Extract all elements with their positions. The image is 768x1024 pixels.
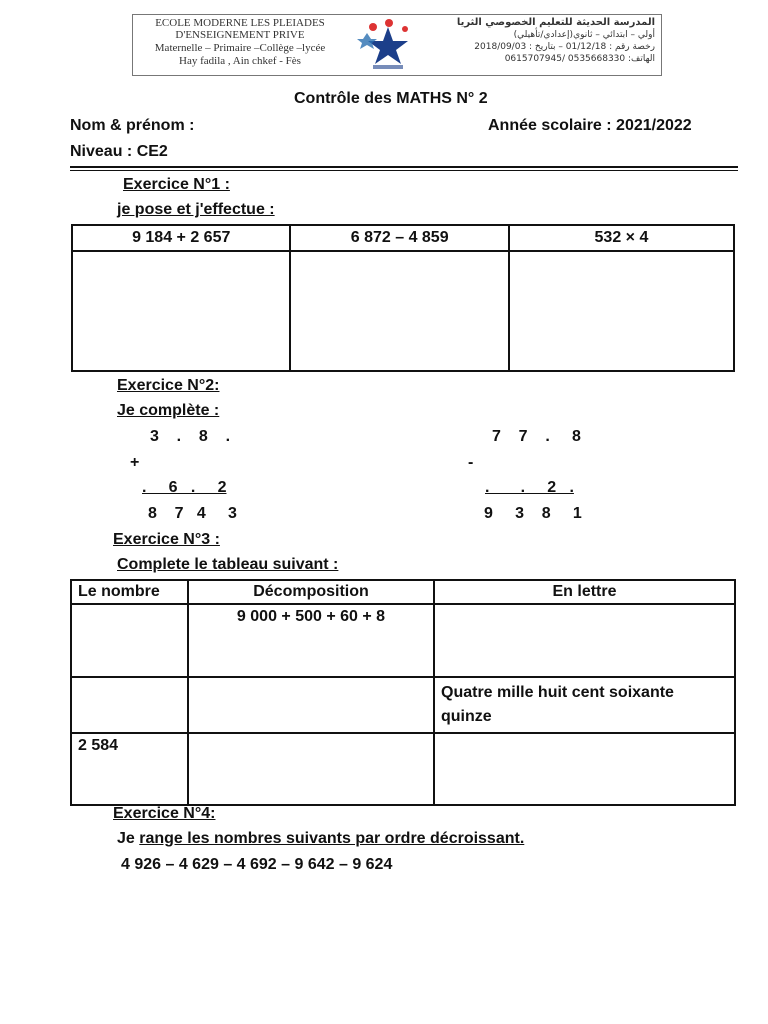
ex2-title: Exercice N°2: — [117, 377, 220, 394]
answer-cell[interactable] — [290, 251, 508, 371]
addition-row2: . 6 . 2 — [142, 479, 227, 496]
decomposition-cell[interactable] — [188, 733, 434, 805]
divider-top — [70, 166, 738, 168]
school-header — [132, 14, 662, 76]
addition-result: 8 7 4 3 — [148, 505, 237, 522]
subtraction-result: 9 3 8 1 — [484, 505, 582, 522]
subtraction-row2: . . 2 . — [485, 479, 574, 496]
school-name-ar: المدرسة الحديثة للتعليم الخصوصي الثريا — [456, 17, 655, 28]
number-cell: 2 584 — [71, 733, 188, 805]
operation-addition: 9 184 + 2 657 — [72, 225, 290, 251]
addition-sign: + — [130, 454, 140, 471]
name-label: Nom & prénom : — [70, 117, 195, 134]
number-cell[interactable] — [71, 677, 188, 733]
school-levels-ar: أولي – ابتدائي – ثانوي(إعدادي/تأهيلي) — [513, 30, 655, 40]
number-cell[interactable] — [71, 604, 188, 677]
subtraction-row1: 7 7 . 8 — [492, 428, 581, 445]
ex3-instruction: Complete le tableau suivant : — [117, 556, 339, 573]
operation-multiplication: 532 × 4 — [509, 225, 734, 251]
letters-cell: Quatre mille huit cent soixante quinze — [434, 677, 735, 733]
school-year-label: Année scolaire : 2021/2022 — [488, 117, 692, 134]
addition-row1: 3 . 8 . — [150, 428, 231, 445]
decomposition-cell[interactable] — [188, 677, 434, 733]
ex1-title: Exercice N°1 : — [123, 176, 230, 193]
header-number: Le nombre — [71, 580, 188, 604]
school-levels-fr: Maternelle – Primaire –Collège –lycée — [154, 42, 326, 54]
school-name-fr-2: D'ENSEIGNEMENT PRIVE — [175, 29, 305, 41]
operations-table — [71, 224, 735, 372]
school-logo-icon — [355, 17, 421, 73]
operation-subtraction: 6 872 – 4 859 — [290, 225, 508, 251]
subtraction-sign: - — [468, 454, 474, 471]
decomposition-cell: 9 000 + 500 + 60 + 8 — [188, 604, 434, 677]
divider-bottom — [70, 170, 738, 171]
school-address-fr: Hay fadila , Ain chkef - Fès — [179, 55, 301, 67]
letters-cell[interactable] — [434, 733, 735, 805]
school-phone-ar: الهاتف: 0535668330 /0615707945 — [504, 54, 655, 64]
header-in-letters: En lettre — [434, 580, 735, 604]
exam-title: Contrôle des MATHS N° 2 — [294, 90, 488, 107]
decomposition-table — [70, 579, 736, 806]
level-label: Niveau : CE2 — [70, 143, 168, 160]
answer-cell[interactable] — [72, 251, 290, 371]
letters-cell[interactable] — [434, 604, 735, 677]
ex4-numbers: 4 926 – 4 629 – 4 692 – 9 642 – 9 624 — [121, 856, 393, 873]
header-decomposition: Décomposition — [188, 580, 434, 604]
ex4-instruction-prefix: Je — [117, 830, 140, 847]
ex4-title: Exercice N°4: — [113, 805, 216, 822]
ex4-instruction — [117, 830, 524, 848]
school-license-ar: رخصة رقم : 01/12/18 – بتاريخ : 2018/09/03 — [474, 42, 655, 52]
ex4-instruction-text: range les nombres suivants par ordre décroissant. — [139, 830, 525, 847]
school-name-fr-1: ECOLE MODERNE LES PLEIADES — [155, 17, 325, 29]
ex3-title: Exercice N°3 : — [113, 531, 220, 548]
answer-cell[interactable] — [509, 251, 734, 371]
ex2-instruction: Je complète : — [117, 402, 220, 419]
ex1-instruction: je pose et j'effectue : — [117, 201, 275, 218]
